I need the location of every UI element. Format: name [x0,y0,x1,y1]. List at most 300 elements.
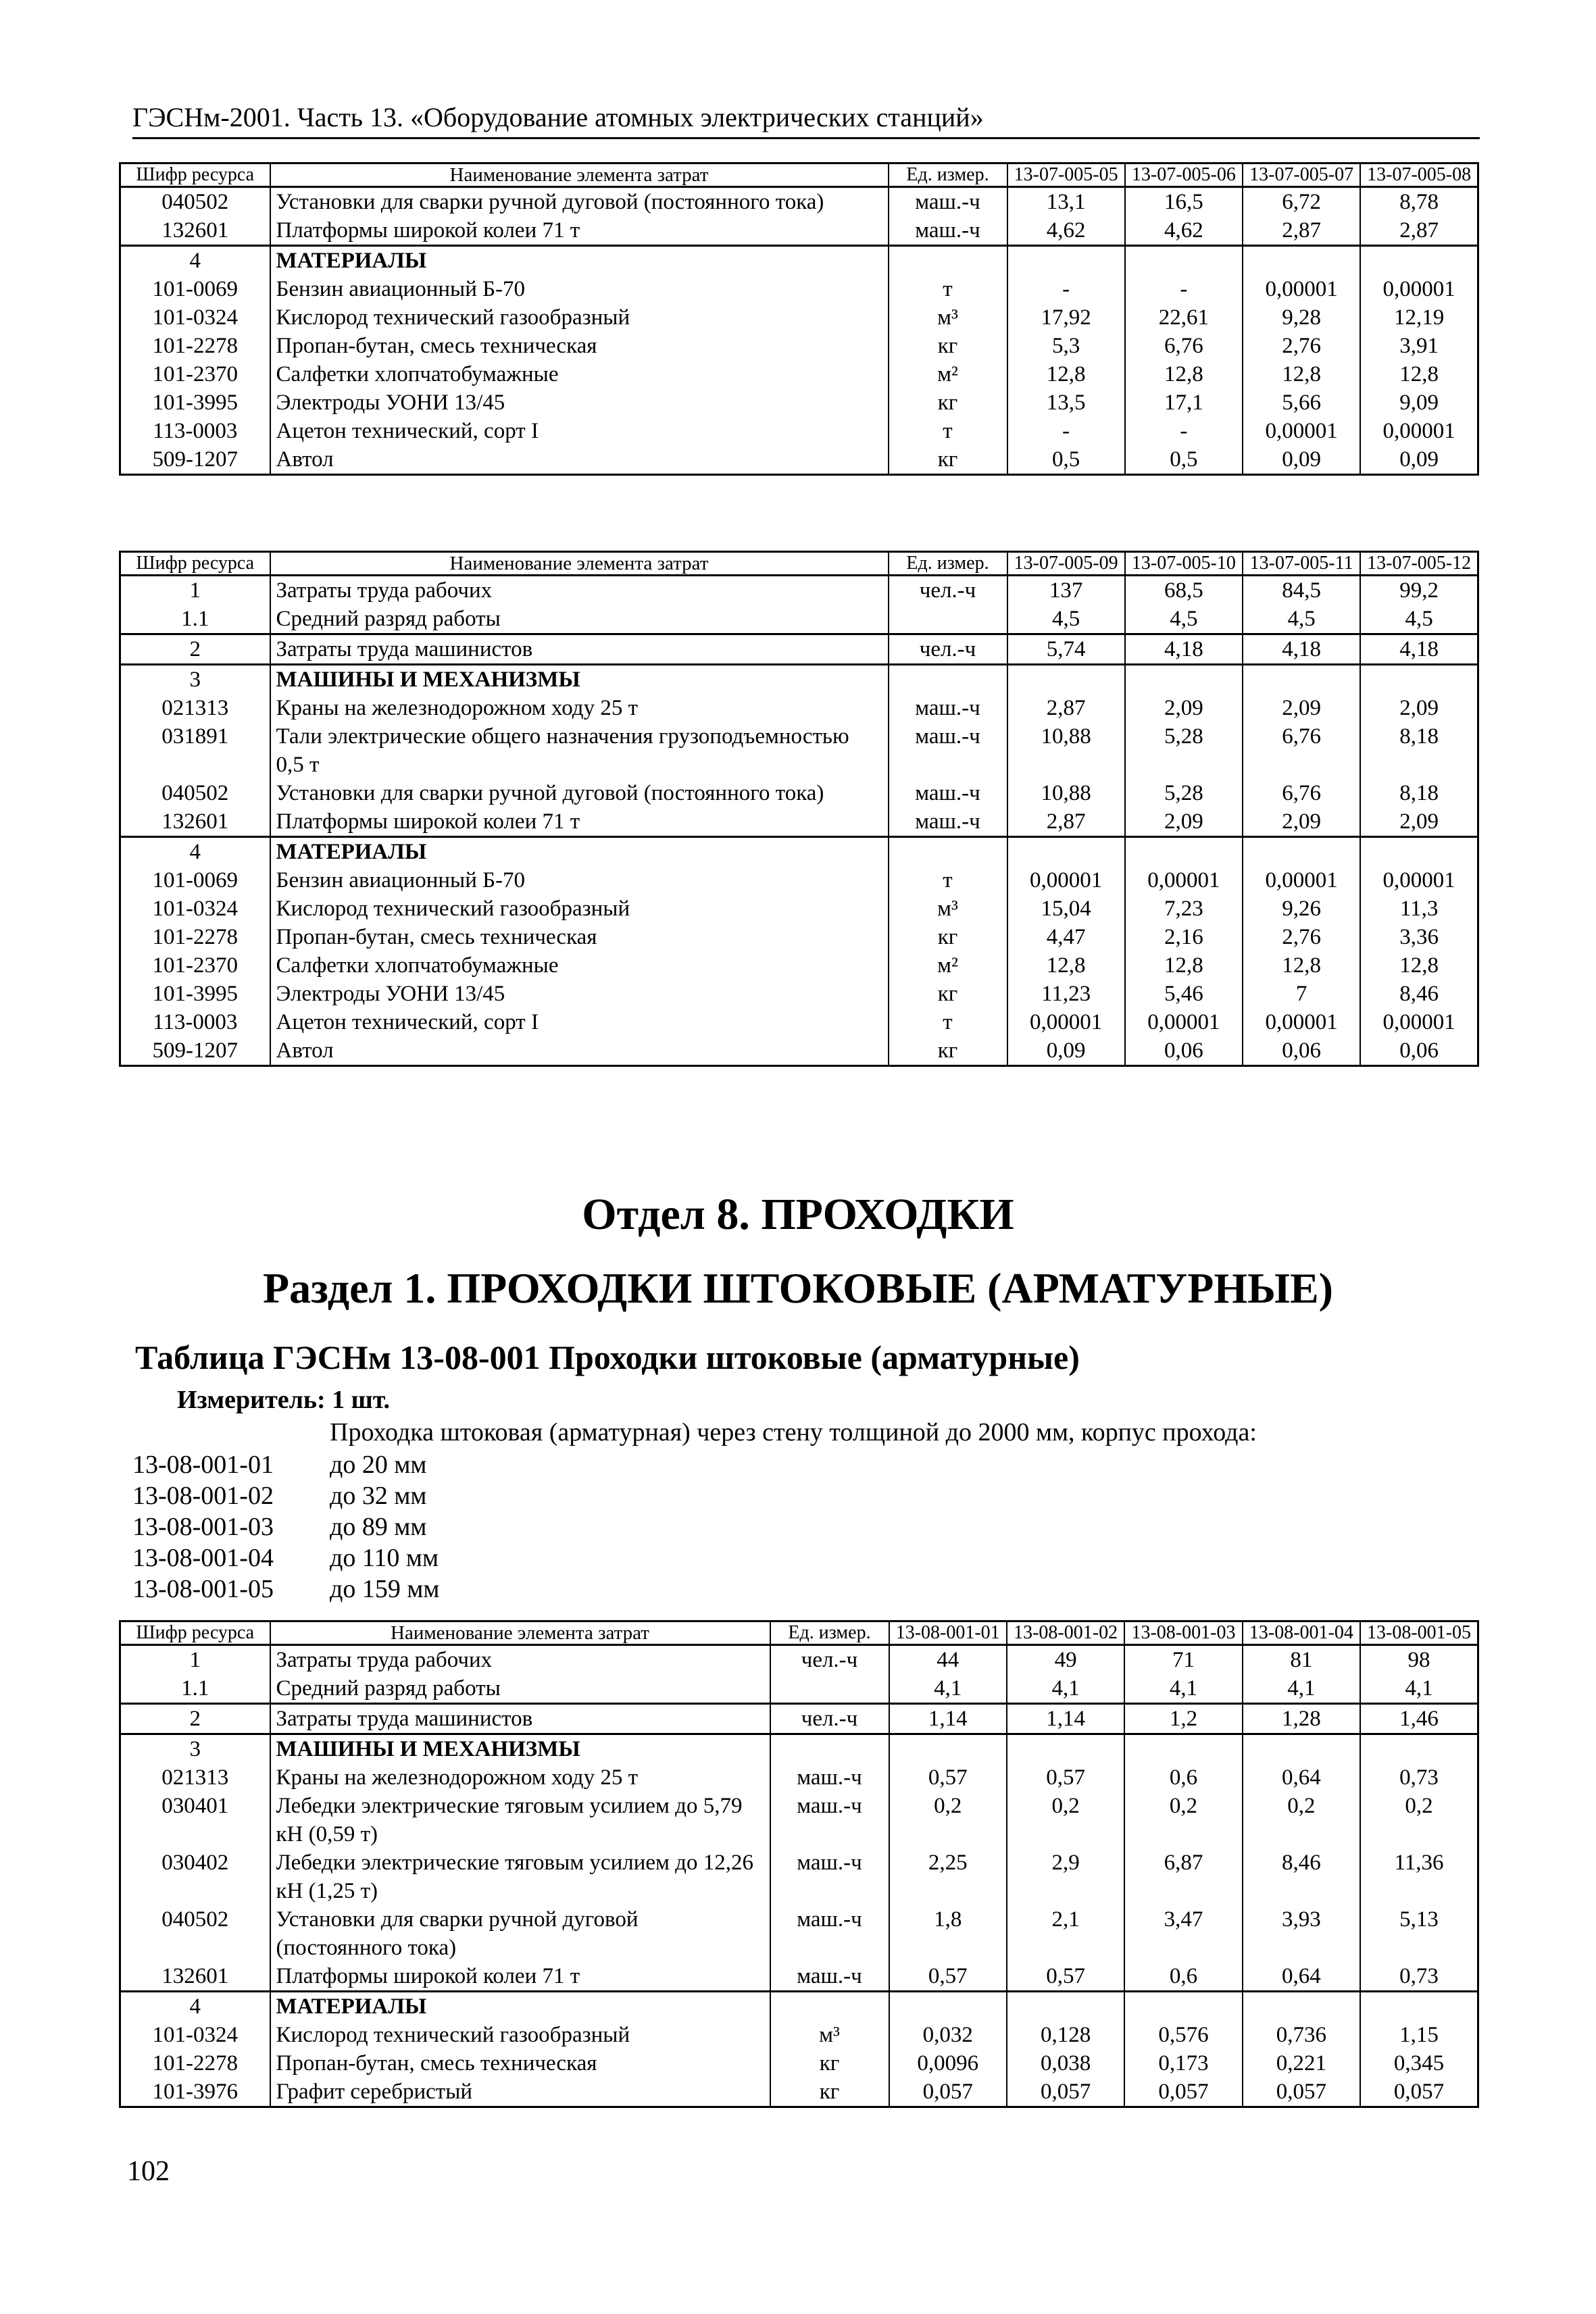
resource-value: 0,00001 [1125,866,1243,895]
resource-value: - [1007,417,1125,445]
table-row [120,1905,1478,1962]
resource-value: - [1007,275,1125,303]
item-text: до 20 мм [330,1451,427,1479]
list-item [132,1574,439,1605]
resource-value: 5,13 [1360,1905,1478,1962]
resource-unit: маш.-ч [770,1848,889,1905]
resource-code: 1 [120,1645,270,1675]
table-title: Таблица ГЭСНм 13-08-001 Проходки штоковые (арматурные) [135,1338,1080,1376]
resource-name: Установки для сварки ручной дуговой (постоянного тока) [270,1905,770,1962]
resource-value: 0,128 [1007,2021,1124,2049]
resource-value: 0,345 [1360,2049,1478,2078]
resource-value: 0,06 [1243,1036,1360,1066]
resource-value: 12,8 [1360,360,1478,388]
resource-value: 68,5 [1125,576,1243,605]
resource-value: 3,91 [1360,332,1478,360]
resource-value: 4,1 [1243,1674,1360,1704]
resource-unit: кг [889,445,1007,475]
resource-code: 4 [120,1992,270,2021]
resource-value: 8,46 [1360,980,1478,1008]
resource-unit: м³ [889,303,1007,332]
resource-value: 0,57 [1007,1962,1124,1992]
table-row [120,445,1478,475]
resource-value: 1,14 [889,1704,1007,1734]
resource-value: 0,00001 [1125,1008,1243,1036]
resource-code: 113-0003 [120,1008,270,1036]
resource-value: 2,9 [1007,1848,1124,1905]
resource-value: 0,057 [1360,2078,1478,2107]
resource-value: 2,09 [1243,694,1360,722]
column-header-code: Шифр ресурса [120,552,270,576]
resource-value: 10,88 [1007,722,1125,779]
resource-code: 101-2370 [120,951,270,980]
resource-value: 5,3 [1007,332,1125,360]
item-code: 13-08-001-02 [132,1482,274,1510]
item-text: до 159 мм [330,1575,440,1603]
department-title: Отдел 8. ПРОХОДКИ [582,1190,1014,1239]
resource-value: 2,09 [1125,807,1243,837]
resource-unit: маш.-ч [889,216,1007,246]
resource-value: 0,09 [1007,1036,1125,1066]
resource-value [1243,1992,1360,2021]
resource-value: 1,28 [1243,1704,1360,1734]
resource-name: Салфетки хлопчатобумажные [270,951,889,980]
page-number: 102 [127,2156,170,2187]
resource-name: Лебедки электрические тяговым усилием до 12,26 кН (1,25 т) [270,1848,770,1905]
resource-name: МАШИНЫ И МЕХАНИЗМЫ [270,1734,770,1764]
resource-value: 0,09 [1360,445,1478,475]
resource-unit: маш.-ч [889,187,1007,217]
resource-value [1243,1734,1360,1764]
resource-unit: маш.-ч [770,1905,889,1962]
resource-value [1125,665,1243,695]
resource-code: 040502 [120,779,270,807]
resource-table-1 [119,162,1479,476]
resource-value: 10,88 [1007,779,1125,807]
resource-value [1125,837,1243,867]
resource-value: 2,87 [1007,807,1125,837]
resource-value: 1,8 [889,1905,1007,1962]
resource-value: 0,057 [1124,2078,1242,2107]
resource-value: 1,15 [1360,2021,1478,2049]
column-header-norm: 13-07-005-09 [1007,552,1125,576]
resource-value: 0,00001 [1243,1008,1360,1036]
column-header-norm: 13-08-001-04 [1243,1621,1360,1645]
resource-unit: кг [770,2078,889,2107]
column-header-name: Наименование элемента затрат [270,552,889,576]
table-row [120,722,1478,779]
resource-code: 1.1 [120,605,270,634]
resource-value: 3,47 [1124,1905,1242,1962]
resource-value: 1,14 [1007,1704,1124,1734]
resource-value: 12,8 [1007,951,1125,980]
resource-code: 030401 [120,1792,270,1848]
resource-value: 0,0096 [889,2049,1007,2078]
resource-value: 0,00001 [1243,417,1360,445]
resource-value: 2,25 [889,1848,1007,1905]
resource-unit: т [889,1008,1007,1036]
resource-value [1243,837,1360,867]
resource-name: Кислород технический газообразный [270,2021,770,2049]
resource-value: 49 [1007,1645,1124,1675]
resource-name: Автол [270,445,889,475]
resource-value: 12,8 [1243,360,1360,388]
resource-code: 1.1 [120,1674,270,1704]
resource-value: 0,64 [1243,1962,1360,1992]
resource-name: Затраты труда машинистов [270,634,889,665]
resource-name: Платформы широкой колеи 71 т [270,807,889,837]
column-header-name: Наименование элемента затрат [270,1621,770,1645]
resource-unit: кг [770,2049,889,2078]
item-text: до 110 мм [330,1544,439,1572]
resource-name: МАТЕРИАЛЫ [270,837,889,867]
resource-name: Тали электрические общего назначения грузоподъемностью 0,5 т [270,722,889,779]
resource-value: 6,72 [1243,187,1360,217]
resource-value: 44 [889,1645,1007,1675]
resource-code: 101-2278 [120,923,270,951]
resource-value: 22,61 [1125,303,1243,332]
resource-value: 4,1 [1360,1674,1478,1704]
resource-value: 17,1 [1125,388,1243,417]
resource-value: 0,038 [1007,2049,1124,2078]
resource-value: 0,00001 [1243,866,1360,895]
resource-value [889,1734,1007,1764]
table-row [120,1792,1478,1848]
resource-value: 6,76 [1125,332,1243,360]
resource-value [1124,1992,1242,2021]
table-row [120,1962,1478,1992]
resource-name: Краны на железнодорожном ходу 25 т [270,694,889,722]
resource-value [1360,665,1478,695]
resource-value: 4,5 [1007,605,1125,634]
resource-value: 8,18 [1360,779,1478,807]
resource-value: 0,032 [889,2021,1007,2049]
section-title: Раздел 1. ПРОХОДКИ ШТОКОВЫЕ (АРМАТУРНЫЕ) [263,1264,1333,1312]
table-row [120,634,1478,665]
resource-code: 101-0324 [120,303,270,332]
item-code: 13-08-001-03 [132,1513,274,1541]
resource-unit [770,1674,889,1704]
resource-value: 11,36 [1360,1848,1478,1905]
resource-code: 101-3995 [120,388,270,417]
resource-value: 0,64 [1243,1763,1360,1792]
table-row [120,417,1478,445]
resource-unit: чел.-ч [770,1645,889,1675]
resource-name: Платформы широкой колеи 71 т [270,216,889,246]
item-code: 13-08-001-01 [132,1451,274,1479]
resource-value: 0,221 [1243,2049,1360,2078]
resource-value: 15,04 [1007,895,1125,923]
resource-table-3 [119,1620,1479,2108]
running-header: ГЭСНм-2001. Часть 13. «Оборудование атомных электрических станций» [132,101,1480,139]
resource-code: 4 [120,837,270,867]
resource-table-2 [119,551,1479,1067]
resource-value: 12,8 [1125,360,1243,388]
resource-name: Салфетки хлопчатобумажные [270,360,889,388]
resource-code: 132601 [120,807,270,837]
resource-value: 13,1 [1007,187,1125,217]
resource-value: - [1125,417,1243,445]
table-row [120,1036,1478,1066]
resource-value: 71 [1124,1645,1242,1675]
resource-value [1007,246,1125,276]
table-row [120,275,1478,303]
resource-unit: кг [889,923,1007,951]
resource-value: 0,2 [889,1792,1007,1848]
column-header-norm: 13-07-005-06 [1125,164,1243,187]
table-row [120,951,1478,980]
resource-value: 5,28 [1125,779,1243,807]
resource-unit [770,1734,889,1764]
resource-value: 11,23 [1007,980,1125,1008]
resource-code: 509-1207 [120,1036,270,1066]
resource-name: Бензин авиационный Б-70 [270,866,889,895]
table-row [120,2078,1478,2107]
resource-value [1007,1734,1124,1764]
resource-code: 1 [120,576,270,605]
table-row [120,1734,1478,1764]
resource-value: 4,18 [1243,634,1360,665]
resource-value: 4,62 [1007,216,1125,246]
resource-value: 2,76 [1243,923,1360,951]
resource-code: 040502 [120,187,270,217]
resource-code: 3 [120,665,270,695]
resource-unit: маш.-ч [889,807,1007,837]
resource-code: 101-0324 [120,2021,270,2049]
resource-value: 0,00001 [1243,275,1360,303]
resource-value: 17,92 [1007,303,1125,332]
item-code: 13-08-001-04 [132,1544,274,1572]
table-row [120,216,1478,246]
resource-name: МАТЕРИАЛЫ [270,1992,770,2021]
resource-unit: м² [889,360,1007,388]
resource-value: 0,73 [1360,1763,1478,1792]
column-header-unit: Ед. измер. [889,164,1007,187]
resource-value [1360,1992,1478,2021]
item-text: до 32 мм [330,1482,427,1510]
table-row [120,1704,1478,1734]
resource-value: 5,74 [1007,634,1125,665]
resource-unit: маш.-ч [770,1962,889,1992]
resource-value: 4,5 [1243,605,1360,634]
header-row [120,1621,1478,1645]
table-row [120,303,1478,332]
resource-unit: кг [889,980,1007,1008]
resource-value: 2,09 [1125,694,1243,722]
column-header-norm: 13-07-005-10 [1125,552,1243,576]
resource-code: 101-2370 [120,360,270,388]
resource-value [1243,246,1360,276]
resource-value: 2,16 [1125,923,1243,951]
resource-name: Установки для сварки ручной дуговой (постоянного тока) [270,779,889,807]
resource-code: 132601 [120,216,270,246]
resource-value: 3,36 [1360,923,1478,951]
resource-value [1360,837,1478,867]
table-row [120,605,1478,634]
list-item [132,1542,439,1574]
resource-value: 0,2 [1007,1792,1124,1848]
resource-unit: чел.-ч [889,576,1007,605]
table-row [120,1848,1478,1905]
resource-value: 9,28 [1243,303,1360,332]
table-row [120,187,1478,217]
column-header-norm: 13-07-005-07 [1243,164,1360,187]
resource-value: 6,76 [1243,779,1360,807]
resource-unit: т [889,866,1007,895]
resource-value: 7 [1243,980,1360,1008]
resource-unit: м³ [770,2021,889,2049]
resource-value: 4,62 [1125,216,1243,246]
resource-value: 0,57 [1007,1763,1124,1792]
resource-value: 2,76 [1243,332,1360,360]
resource-name: Ацетон технический, сорт I [270,1008,889,1036]
resource-value: 0,09 [1243,445,1360,475]
list-item [132,1449,439,1480]
resource-value: 4,18 [1125,634,1243,665]
resource-unit [770,1992,889,2021]
resource-name: Бензин авиационный Б-70 [270,275,889,303]
resource-value: 2,09 [1360,694,1478,722]
resource-value: 0,576 [1124,2021,1242,2049]
table-row [120,1674,1478,1704]
column-header-norm: 13-08-001-05 [1360,1621,1478,1645]
resource-value: 9,26 [1243,895,1360,923]
resource-value [1007,837,1125,867]
header-row [120,552,1478,576]
resource-name: Затраты труда машинистов [270,1704,770,1734]
resource-value: 0,057 [1243,2078,1360,2107]
resource-name: МАШИНЫ И МЕХАНИЗМЫ [270,665,889,695]
resource-unit: маш.-ч [770,1763,889,1792]
resource-name: Автол [270,1036,889,1066]
column-header-norm: 13-07-005-12 [1360,552,1478,576]
resource-name: Средний разряд работы [270,605,889,634]
resource-value: 0,5 [1007,445,1125,475]
column-header-unit: Ед. измер. [889,552,1007,576]
resource-value: 5,46 [1125,980,1243,1008]
resource-value: 8,46 [1243,1848,1360,1905]
resource-value: 4,47 [1007,923,1125,951]
resource-code: 101-3976 [120,2078,270,2107]
resource-value: 1,46 [1360,1704,1478,1734]
resource-value: 12,8 [1125,951,1243,980]
resource-value [1360,1734,1478,1764]
item-list [132,1449,439,1605]
resource-value: 0,5 [1125,445,1243,475]
resource-name: Кислород технический газообразный [270,895,889,923]
resource-value: 0,00001 [1360,866,1478,895]
resource-value: 0,00001 [1007,866,1125,895]
table-row [120,2021,1478,2049]
resource-value: - [1125,275,1243,303]
resource-unit: чел.-ч [889,634,1007,665]
resource-name: Лебедки электрические тяговым усилием до 5,79 кН (0,59 т) [270,1792,770,1848]
resource-value [1007,1992,1124,2021]
resource-unit: маш.-ч [770,1792,889,1848]
resource-code: 132601 [120,1962,270,1992]
resource-value: 5,66 [1243,388,1360,417]
resource-value: 6,87 [1124,1848,1242,1905]
resource-value: 4,1 [1124,1674,1242,1704]
header-row [120,164,1478,187]
resource-value: 0,73 [1360,1962,1478,1992]
list-item [132,1511,439,1542]
resource-value [1360,246,1478,276]
measure-unit: Измеритель: 1 шт. [177,1386,391,1414]
resource-value: 2,87 [1243,216,1360,246]
resource-name: Установки для сварки ручной дуговой (постоянного тока) [270,187,889,217]
table-row [120,2049,1478,2078]
resource-value: 0,2 [1243,1792,1360,1848]
resource-value: 99,2 [1360,576,1478,605]
resource-code: 021313 [120,694,270,722]
resource-value: 0,173 [1124,2049,1242,2078]
resource-unit: маш.-ч [889,722,1007,779]
resource-value: 137 [1007,576,1125,605]
resource-name: Пропан-бутан, смесь техническая [270,2049,770,2078]
resource-value: 2,87 [1007,694,1125,722]
resource-value: 12,8 [1360,951,1478,980]
column-header-norm: 13-08-001-02 [1007,1621,1124,1645]
resource-name: Электроды УОНИ 13/45 [270,388,889,417]
resource-code: 101-2278 [120,332,270,360]
column-header-norm: 13-08-001-01 [889,1621,1007,1645]
resource-value: 81 [1243,1645,1360,1675]
resource-value: 2,87 [1360,216,1478,246]
table-row [120,779,1478,807]
resource-value: 0,00001 [1360,417,1478,445]
table-row [120,1008,1478,1036]
resource-value: 3,93 [1243,1905,1360,1962]
resource-name: Затраты труда рабочих [270,576,889,605]
resource-name: Ацетон технический, сорт I [270,417,889,445]
column-header-norm: 13-08-001-03 [1124,1621,1242,1645]
item-code: 13-08-001-05 [132,1575,274,1603]
table-row [120,1992,1478,2021]
resource-value: 12,8 [1243,951,1360,980]
resource-value: 0,06 [1125,1036,1243,1066]
resource-unit: маш.-ч [889,779,1007,807]
resource-value: 0,6 [1124,1962,1242,1992]
resource-value: 16,5 [1125,187,1243,217]
resource-unit [889,837,1007,867]
resource-code: 101-0324 [120,895,270,923]
resource-code: 509-1207 [120,445,270,475]
resource-value: 98 [1360,1645,1478,1675]
resource-name: Пропан-бутан, смесь техническая [270,332,889,360]
resource-unit: т [889,417,1007,445]
resource-code: 3 [120,1734,270,1764]
resource-value: 84,5 [1243,576,1360,605]
resource-code: 101-0069 [120,275,270,303]
column-header-code: Шифр ресурса [120,164,270,187]
column-header-norm: 13-07-005-05 [1007,164,1125,187]
resource-code: 101-0069 [120,866,270,895]
resource-code: 031891 [120,722,270,779]
table-row [120,332,1478,360]
resource-name: МАТЕРИАЛЫ [270,246,889,276]
resource-value: 4,1 [889,1674,1007,1704]
resource-value: 0,2 [1360,1792,1478,1848]
list-item [132,1480,439,1511]
table-row [120,246,1478,276]
table-row [120,866,1478,895]
resource-value: 12,8 [1007,360,1125,388]
resource-unit: кг [889,332,1007,360]
resource-value: 4,5 [1125,605,1243,634]
column-header-code: Шифр ресурса [120,1621,270,1645]
resource-value [889,1992,1007,2021]
